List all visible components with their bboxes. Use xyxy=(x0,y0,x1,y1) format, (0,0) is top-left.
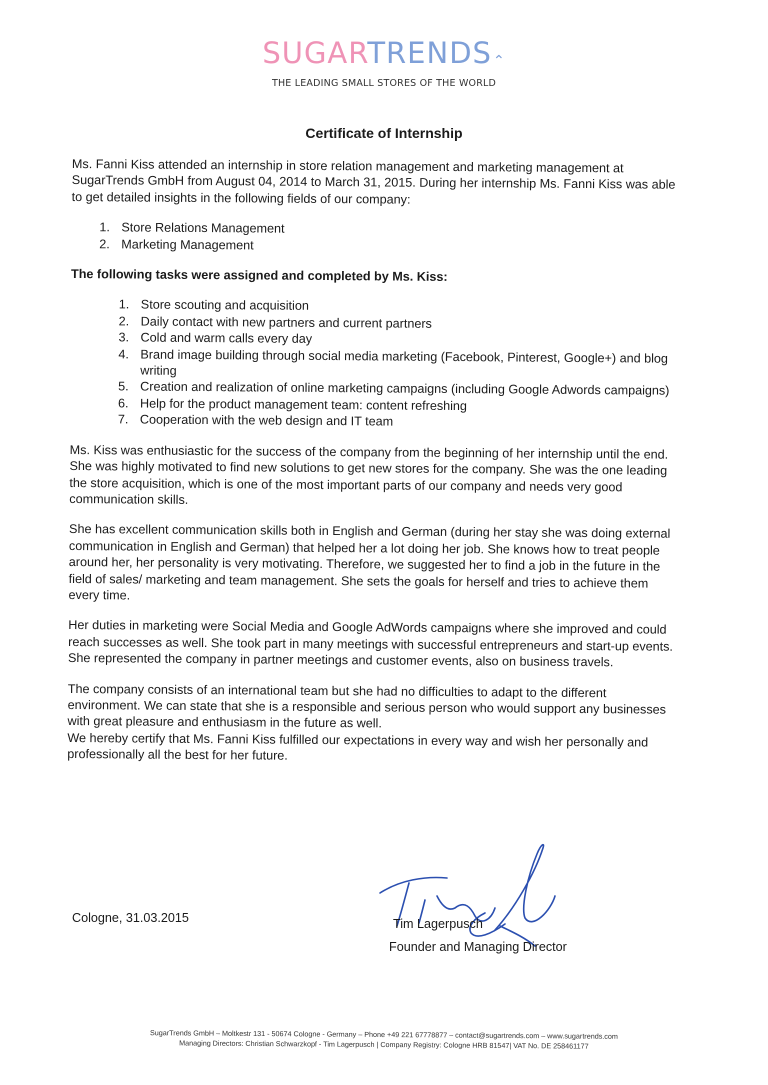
footer-contact-line: SugarTrends GmbH – Moltkestr 131 - 50674 Cologne - Germany – Phone +49 221 67778877 – contact@sugartrends.com – www.sugartrends.com xyxy=(149,1028,618,1041)
list-item: 5. Creation and realization of online marketing campaigns (including Google Adwords campaigns) xyxy=(118,379,670,399)
signer-name: Tim Lagerpusch xyxy=(393,917,483,931)
tasks-list xyxy=(118,297,683,433)
list-item: 1. Store scouting and acquisition xyxy=(118,297,309,314)
list-item: 7. Cooperation with the web design and IT team xyxy=(117,412,394,429)
handwritten-signature xyxy=(375,838,575,948)
team-paragraph: The company consists of an international team but she had no difficulties to adapt to the different environment. We can state that she is a responsible and serious person who would support any businesses with great pleasure and enthusiasm in the future as well. xyxy=(67,681,667,731)
fields-list xyxy=(99,219,683,256)
list-item: 2. Daily contact with new partners and current partners xyxy=(118,314,432,331)
logo-trends-text: TRENDS xyxy=(367,36,492,70)
list-item: 6. Help for the product management team: content refreshing xyxy=(118,396,468,413)
company-logo xyxy=(0,36,768,70)
list-item: 2. Marketing Management xyxy=(99,236,254,253)
certification-paragraph: We hereby certify that Ms. Fanni Kiss fulfilled our expectations in every way and wish her personally and professionally all the best for her future. xyxy=(67,730,649,763)
logo-caret-icon: ⌃ xyxy=(492,53,506,69)
footer-registry-line: Managing Directors: Christian Schwarzkopf - Tim Lagerpusch | Company Registry: Cologne HRB 81547| VAT No. DE 258461177 xyxy=(179,1038,589,1051)
tasks-heading: The following tasks were assigned and completed by Ms. Kiss: xyxy=(71,267,448,284)
communication-paragraph: She has excellent communication skills both in English and German (during her stay she was doing external communication in English and German) that helped her a lot doing her job. She knows how to treat people around her, her personality is very motivating. Therefore, we suggested her to find a job in the future in the field of sales/ marketing and team management. She sets the goals for herself and tries to achieve them every time. xyxy=(68,522,671,603)
document-title: Certificate of Internship xyxy=(305,125,463,141)
letterhead-footer xyxy=(0,1027,768,1053)
list-item: 3. Cold and warm calls every day xyxy=(118,330,313,347)
company-tagline: THE LEADING SMALL STORES OF THE WORLD xyxy=(271,78,497,89)
list-item: 1. Store Relations Management xyxy=(99,220,285,236)
document-body xyxy=(67,156,684,781)
logo-sugar-text: SUGAR xyxy=(262,36,368,70)
list-item: 4. Brand image building through social media marketing (Facebook, Pinterest, Google+) and blog writing xyxy=(118,347,668,378)
marketing-paragraph: Her duties in marketing were Social Media and Google AdWords campaigns where she improved and could reach successes as well. She took part in many meetings with successful entrepreneurs and start-up events. She represented the company in partner meetings and customer events, also on business travels. xyxy=(68,618,674,670)
enthusiasm-paragraph: Ms. Kiss was enthusiastic for the success of the company from the beginning of her internship until the end. She was highly motivated to find new solutions to get new stores for the company. She was the one leading the store acquisition, which is one of the most important parts of our company and needs very good communication skills. xyxy=(69,442,669,507)
place-and-date: Cologne, 31.03.2015 xyxy=(72,911,189,925)
intro-paragraph: Ms. Fanni Kiss attended an internship in store relation management and marketing management at SugarTrends GmbH from August 04, 2014 to March 31, 2015. During her internship Ms. Fanni Kiss was able to get detailed insights in the following fields of our company: xyxy=(71,156,676,207)
signer-role: Founder and Managing Director xyxy=(389,940,567,954)
